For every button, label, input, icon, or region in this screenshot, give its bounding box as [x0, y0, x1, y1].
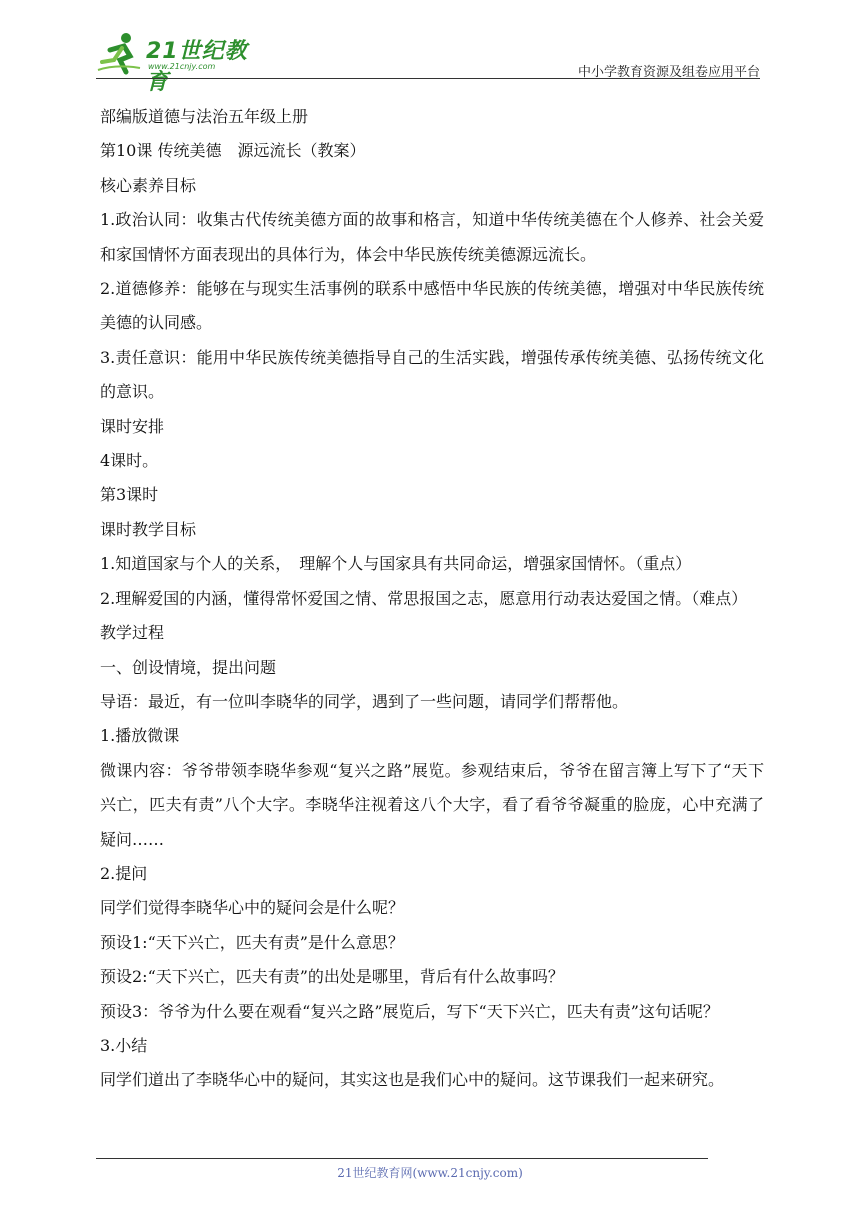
paragraph: 2.提问: [100, 863, 148, 883]
section-title: 第3课时: [100, 485, 159, 505]
logo-url: www.21cnjy.com: [148, 62, 216, 71]
paragraph: 导语：最近，有一位叫李晓华的同学，遇到了一些问题，请同学们帮帮他。: [100, 691, 629, 711]
paragraph: 课时教学目标: [100, 519, 197, 539]
logo-name: 21世纪教育: [146, 39, 248, 95]
paragraph: 2.理解爱国的内涵，懂得常怀爱国之情、常思报国之志，愿意用行动表达爱国之情。（难点）: [100, 588, 748, 608]
page-header: [96, 30, 760, 95]
paragraph: 教学过程: [100, 623, 165, 643]
doc-subtitle: 第10课 传统美德 源远流长（教案）: [100, 141, 366, 161]
paragraph: 同学们觉得李晓华心中的疑问会是什么呢？: [100, 898, 405, 918]
paragraph: 4课时。: [100, 451, 159, 471]
page-footer[interactable]: 21世纪教育网(www.21cnjy.com): [337, 1166, 523, 1180]
paragraph: 同学们道出了李晓华心中的疑问，其实这也是我们心中的疑问。这节课我们一起来研究。: [100, 1070, 725, 1090]
paragraph: 3.小结: [100, 1035, 148, 1055]
paragraph: 1.播放微课: [100, 726, 180, 746]
footer-divider: [96, 1158, 708, 1159]
document-body: [100, 100, 764, 1098]
paragraph: 预设3：爷爷为什么要在观看“复兴之路”展览后，写下“天下兴亡，匹夫有责”这句话呢？: [100, 1001, 719, 1021]
paragraph: 预设1:“天下兴亡，匹夫有责”是什么意思？: [100, 932, 404, 952]
doc-title: 部编版道德与法治五年级上册: [100, 107, 309, 126]
paragraph: 课时安排: [100, 416, 165, 436]
paragraph: 1.知道国家与个人的关系， 理解个人与国家具有共同命运，增强家国情怀。（重点）: [100, 554, 692, 574]
paragraph: 预设2:“天下兴亡，匹夫有责”的出处是哪里，背后有什么故事吗？: [100, 967, 564, 987]
paragraph: 1.政治认同：收集古代传统美德方面的故事和格言，知道中华传统美德在个人修养、社会关爱和家国情怀方面表现出的具体行为，体会中华民族传统美德源远流长。: [100, 210, 764, 264]
header-divider: [96, 78, 760, 79]
paragraph: 2.道德修养：能够在与现实生活事例的联系中感悟中华民族的传统美德，增强对中华民族传统美德的认同感。: [100, 279, 764, 333]
site-logo[interactable]: [96, 30, 266, 95]
paragraph: 核心素养目标: [100, 175, 197, 195]
header-tagline: 中小学教育资源及组卷应用平台: [577, 65, 760, 80]
runner-logo-icon: [96, 30, 144, 76]
paragraph: 一、创设情境，提出问题: [100, 657, 277, 677]
paragraph: 3.责任意识：能用中华民族传统美德指导自己的生活实践，增强传承传统美德、弘扬传统文化的意识。: [100, 347, 764, 402]
paragraph: 微课内容：爷爷带领李晓华参观“复兴之路”展览。参观结束后，爷爷在留言簿上写下了“天下兴亡，匹夫有责”八个大字。李晓华注视着这八个大字，看了看爷爷凝重的脸庞，心中充满了疑问……: [100, 760, 764, 849]
